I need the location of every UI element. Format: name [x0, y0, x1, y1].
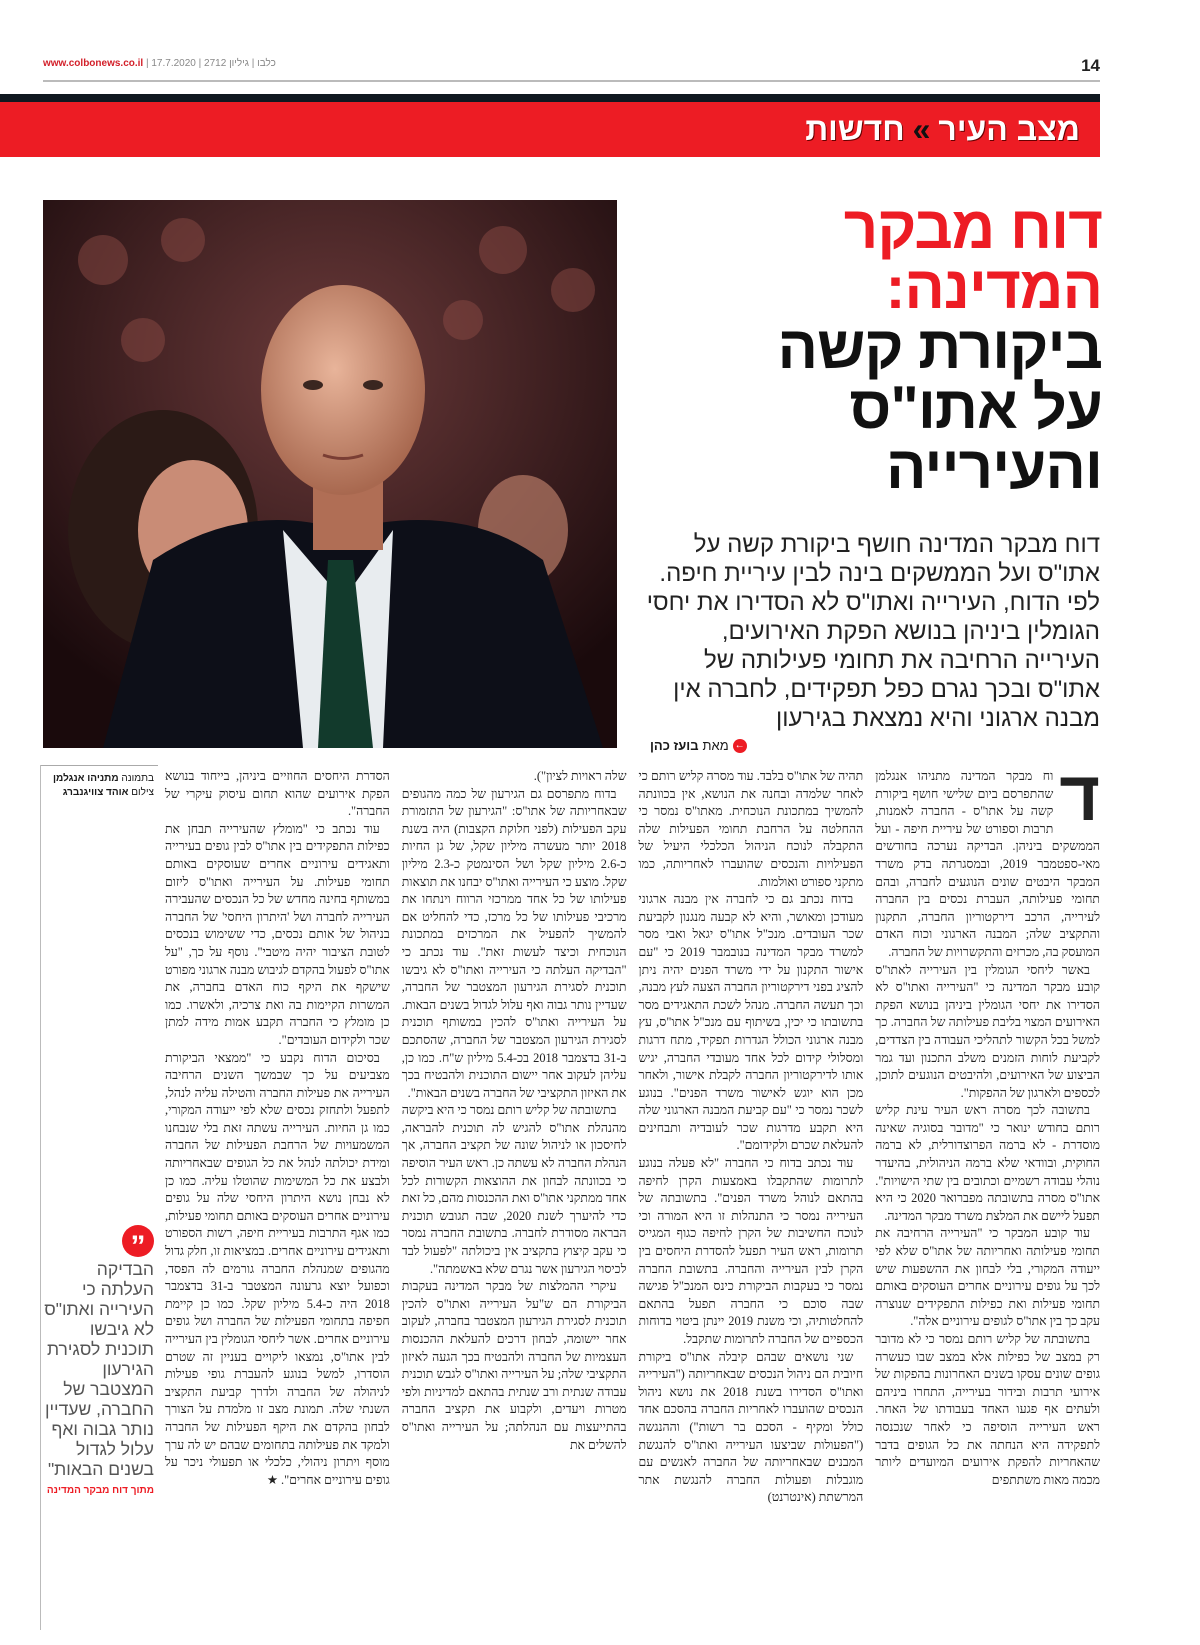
article-body [165, 757, 1100, 1628]
page-number: 14 [1081, 56, 1100, 75]
drop-cap: ד [1059, 757, 1100, 835]
pull-quote [44, 1225, 154, 1497]
pull-quote-text: הבדיקה העלתה כי העירייה ואתו"ס לא גיבשו תוכנית לסגירת הגירעון המצטבר של החברה, שעדיין נותר גבוה ואף עלול לגדול בשנים הבאות" [44, 1259, 154, 1479]
body-paragraph: בסיכום הדוח נקבע כי "ממצאי הביקורת מצביעים על כך שבמשך השנים הרחיבה העירייה את פעילות החברה והטילה עליה לנהל, לתפעל ולתחזק נכסים שלא לפי ייעודה המקורי, כמו גן החיות. העירייה עשתה זאת בלי שנבחנו המשמעויות של הרחבת הפעילות של החברה ומידת יכולתה לנהל את כל הגופים שבאחריותה ולבצע את כל המשימות שהוטלו עליה. כמו כן לא נבחן נושא היתרון היחסי שלה על גופים עירוניים אחרים העוסקים באותם תחומי פעילות, כמו אגף התרבות בעיריית חיפה, רשות הספורט ותאגידים עירוניים אחרים. במציאות זו, חלק גדול מהגופים שמנהלת החברה גורמים לה הפסד, וכפועל יוצא גרעונה המצטבר ב-31 בדצמבר 2018 היה כ-5.4 מיליון שקל. כמו כן קיימת חפיפה בתחומי הפעילות של החברה ושל גופים עירוניים אחרים. אשר ליחסי הגומלין בין העירייה לבין אתו"ס, נמצאו ליקויים בעניין זה שטרם הוסדרו, למשל בנוגע להעברת גופי פעילות לניהולה של החברה ולדרך קביעת התקציב השנתי שלה. תמונת מצב זו מלמדת על הצורך לבחון בהקדם את היקף הפעילות של החברה ולמקד את פעילותה בתחומים שבהם יש לה ערך מוסף ויתרון ניהולי, כלכלי או תפעולי ניכר על גופים עירוניים אחרים". ★ [165, 1050, 390, 1487]
author-name: בועז כהן [650, 738, 699, 753]
body-paragraph: תהיה של אתו"ס בלבד. עוד מסרה קליש רותם כי לאחר שלמדה ובחנה את הנושא, אין בכוונתה להמשיך במתכונת הנוכחית. מאתו"ס נמסר כי ההחלטה על הרחבת תחומי הפעילות שלה התקבלה לנוכח הניהול הכלכלי היעיל של הפעילויות והנכסים שהועברו לאחריותה, כמו מתקני ספורט ואולמות. [638, 769, 864, 889]
headline-line: והעירייה [886, 434, 1102, 501]
body-paragraph: בתשובה לכך מסרה ראש העיר עינת קליש רותם בחודש ינואר כי "מדובר בסוגיה שאינה מוסדרת - לא ברמה הפרוצדורלית, לא ברמה החוקית, ובוודאי שלא ברמה הניהולית, בהיעדר נוהלי עבודה רשמיים וכתובים בין שתי הישויות". אתו"ס מסרה בתשובתה מפברואר 2020 כי היא תפעל ליישם את המלצת משרד מבקר המדינה. [875, 1103, 1100, 1223]
headline-line: ביקורת קשה [777, 314, 1102, 381]
section-banner [0, 102, 1100, 157]
section-name: מצב העיר [938, 111, 1080, 147]
article-photo [43, 200, 617, 748]
body-paragraph: עוד קובע המבקר כי "העירייה הרחיבה את תחומי פעילותה ואחריותה של אתו"ס שלא לפי ייעודה המקורי, בלי לבחון את ההשפעות שיש לכך על גופים עירוניים אחרים העוסקים באותם תחומי פעילות ואת כפילות התפקידים שנוצרה עקב כך בין אתו"ס לגופים עירוניים אלה". [875, 1226, 1100, 1329]
chevron-icon: » [912, 111, 931, 147]
photo-credit-label: צילום [131, 787, 154, 798]
site-url[interactable]: www.colbonews.co.il [43, 58, 144, 69]
body-paragraph: עוד נכתב בדוח כי החברה "לא פעלה בנוגע לתרומות שהתקבלו באמצעות הקרן לחיפה בהתאם לנוהל משרד הפנים". בתשובתה של העירייה נמסר כי התנהלות זו היא המורה וכי לנוכח החשיבות של הקרן לחיפה כגוף המגייס תרומות, ראש העיר תפעל להסדרת היחסים בין הקרן לבין העירייה והחברה. בתשובת החברה נמסר כי בעקבות הביקורת כינס המנכ"ל פגישה שבה סוכם כי החברה תפעל בהתאם להחלטותיה, וכי משנת 2019 יינתן ביטוי בדוחות הכספיים של החברה לתרומות שתקבל. [638, 1156, 864, 1346]
body-paragraph: בדוח מתפרסם גם הגירעון של כמה מהגופים שבאחריותה של אתו"ס: "הגירעון של התזמורת עקב הפעילות (לפני חלוקת הקצבות) היה בשנת 2018 יותר מעשרה מיליון שקל, של גן החיות כ-2.6 מיליון שקל ושל הסינמטק כ-2.3 מיליון שקל. מוצע כי העירייה ואתו"ס יבחנו את תוצאות פעילותו של כל אחד ממרכזי הרווח וינתחו את מרכיבי פעילותו של כל מרכז, כדי להחליט אם להמשיך להפעיל את המרכזים במתכונת הנוכחית וכיצד לעשות זאת". עוד נכתב כי "הבדיקה העלתה כי העירייה ואתו"ס לא גיבשו תוכנית לסגירת הגירעון המצטבר של החברה, שעדיין נותר גבוה ואף עלול לגדול בשנים הבאות. על העירייה ואתו"ס להכין במשותף תוכנית לסגירת הגירעון המצטבר של החברה, שהסתכם ב-31 בדצמבר 2018 בכ-5.4 מיליון ש"ח. כמו כן, עליהן לעקוב אחר יישום התוכנית ולהבטיח בכך את האיזון התקציבי של החברה בשנים הבאות". [401, 786, 627, 1100]
caption-subject: מתניהו אנגלמן [52, 773, 119, 784]
quote-icon: ” [122, 1225, 154, 1257]
body-column [639, 768, 864, 1628]
photographer: אוהד צוויגנברג [62, 787, 129, 798]
body-paragraph: באשר ליחסי הגומלין בין העירייה לאתו"ס קובע מבקר המדינה כי "העירייה ואתו"ס לא הסדירו את יחסי הגומלין ביניהן בנושא הפקת האירועים המצוי בליבת פעילותה של החברה. כך למשל בכל הקשור לתהליכי העבודה בין הצדדים, לקביעת לוחות הזמנים משלב התכנון ועד גמר הביצוע של האירועים, ולהיבטים הנוגעים לתוכן, לכספים ולארגון של ההפקות". [875, 962, 1100, 1100]
body-paragraph: שלה ראויות לציון"). [533, 769, 627, 783]
body-column [165, 768, 390, 1628]
body-paragraph: בדוח נכתב גם כי לחברה אין מבנה ארגוני מעודכן ומאושר, והיא לא קבעה מנגנון לקביעת שכר העובדים. מנכ"ל אתו"ס יגאל ואבי מסר למשרד מבקר המדינה בנובמבר 2019 כי "עם אישור התקנון על ידי משרד הפנים יהיה ניתן להציג בפני דירקטוריון החברה הצעה לעץ מבנה, וכך תעשה החברה. מנהל לשכת התאגידים מסר בתשובתו כי יכין, בשיתוף עם מנכ"ל אתו"ס, עץ מבנה ארגוני הכולל הגדרות תפקיד, מתח דרגות ומסלולי קידום לכל אחד מעובדי החברה, יגיש אותו לדירקטוריון החברה לקבלת אישור, ולאחר מכן הוא יוגש לאישור משרד הפנים". בנוגע לשכר נמסר כי "עם קביעת המבנה הארגוני שלה היא תקבע מדרגות שכר לעובדיה ותבחינים להעלאת שכרם ולקידומם". [638, 892, 864, 1153]
header-divider [43, 80, 1100, 82]
arrow-left-icon: ← [734, 740, 745, 751]
lead-paragraph: דוח מבקר המדינה חושף ביקורת קשה על אתו"ס ועל הממשקים בינה לבין עיריית חיפה. לפי הדוח, העירייה ואתו"ס לא הסדירו את יחסי הגומלין ביניהן בנושא הפקת האירועים, העירייה הרחיבה את תחומי פעילותה של אתו"ס ובכך נגרם כפל תפקידים, לחברה אין מבנה ארגוני והיא נמצאת בגירעון [646, 531, 1100, 732]
section-top-band [0, 94, 1100, 102]
sidebar [40, 765, 158, 1630]
body-paragraph: וח מבקר המדינה מתניהו אנגלמן שהתפרסם ביום שלישי חושף ביקורת קשה על אתו"ס - החברה לאמנות, תרבות וספורט של עיריית חיפה - ועל הממשקים ביניהן. הבדיקה נערכה בחודשים מאי-ספטמבר 2019, ובמסגרתה בדק משרד המבקר היבטים שונים הנוגעים לחברה, ובהם תחומי פעילותה, העברת נכסים בין החברה לעירייה, הרכב דירקטוריון החברה, התקנון והתקציב שלה; המבנה הארגוני וכוח האדם המועסק בה, מכרזים והתקשרויות של החברה. [875, 769, 1100, 959]
headline [640, 194, 1102, 501]
body-paragraph: שני נושאים שבהם קיבלה אתו"ס ביקורת חיובית הם ניהול הנכסים שבאחריותה ("העירייה ואתו"ס הסדירו בשנת 2018 את נושא ניהול הנכסים שהועברו לאחריות החברה בהסכם אחד כולל ומקיף - הסכם בר רשות") וההנגשה ("הפעולות שביצעו העירייה ואתו"ס להנגשת המבנים שבאחריותה של החברה לאנשים עם מוגבלות ופעולות החברה להנגשת אתר המרשתת (אינטרנט) [638, 1349, 864, 1505]
pull-quote-source: מתוך דוח מבקר המדינה [46, 1485, 154, 1496]
headline-line: על אתו"ס [849, 374, 1102, 441]
headline-line: דוח מבקר [843, 194, 1102, 261]
body-paragraph: עוד נכתב כי "מומלץ שהעירייה תבחן את כפילות התפקידים בין אתו"ס לבין גופים בעירייה ותאגידים עירוניים אחרים שעוסקים באותם תחומי פעילות. על העירייה ואתו"ס ליזום במשותף בחינה מחדש של כל הנכסים שהעבירה העירייה לחברה ושל 'היתרון היחסי' של החברה בניהול של אותם נכסים, כדי ששימוש בנכסים לטובת הציבור יהיה מיטבי". נוסף על כך, "על אתו"ס לפעול בהקדם לגיבוש מבנה ארגוני מפורט שישקף את היקף כוח האדם בחברה, את המשרות הקיימות בה ואת צרכיה, ולאשרו. כמו כן מומלץ כי החברה תקבע אמות מידה למתן שכר ולקידום העובדים". [165, 821, 390, 1047]
body-paragraph: בתשובתה של קליש רותם נמסר כי לא מדובר רק במצב של כפילות אלא במצב שבו כעשרה גופים שונים עסקו בשנים האחרונות בהפקות של אירועי תרבות ובידור בעירייה, התחרו ביניהם ולעתים אף פגעו האחד בעבודתו של האחר. ראש העירייה הוסיפה כי לאחר שנכנסה לתפקידה היא הנחתה את כל הגופים בדבר שהאחריות להפקת אירועים המיועדים ליותר מכמה מאות משתתפים [875, 1332, 1100, 1487]
body-paragraph: עיקרי ההמלצות של מבקר המדינה בעקבות הביקורת הם ש"על העירייה ואתו"ס להכין תוכנית לסגירת הגירעון המצטבר בחברה, לעקוב אחר יישומה, לבחון דרכים להעלאת ההכנסות העצמיות של החברה ולהבטיח בכך הגעה לאיזון התקציבי שלה; על העירייה ואתו"ס לגבש תוכנית עבודה שנתית ורב שנתית בהתאם למדיניות ולפי מטרות ויעדים, ולקבוע את תקציב החברה בהתייעצות עם הנהלתה; על העירייה ואתו"ס להשלים את [401, 1279, 627, 1452]
issue-number: גיליון 2712 [204, 58, 249, 69]
body-column [875, 757, 1100, 1628]
section-category: חדשות [805, 111, 905, 147]
paper-name: כלבו [257, 58, 276, 69]
photo-caption [41, 765, 158, 800]
issue-date: 17.7.2020 [151, 58, 196, 69]
headline-line: המדינה: [885, 254, 1102, 321]
body-paragraph: הסדרת היחסים החוזיים ביניהן, בייחוד בנושא הפקת אירועים שהוא תחום עיסוק עיקרי של החברה". [165, 769, 390, 819]
byline [650, 738, 747, 753]
caption-label: בתמונה [121, 773, 154, 784]
body-paragraph: בתשובתה של קליש רותם נמסר כי היא ביקשה מהנהלת אתו"ס להגיש לה תוכנית להבראה, לחיסכון או לניהול שונה של תקציב החברה, אך הנהלת החברה לא עשתה כן. ראש העיר הוסיפה כי בכוונתה לבחון את ההוצאות הקשורות לכל אחד ממתקני אתו"ס ואת ההכנסות מהם, כל זאת כדי להיערך לשנת 2020, שבה תגובש תוכנית הבראה מסודרת לחברה. בתשובת החברה נמסר כי עקב קיצוץ בתקציב אין ביכולתה "לפעול לבד לכיסוי הגירעון אשר נגרם שלא באשמתה". [401, 1103, 627, 1276]
masthead-line: www.colbonews.co.il | כלבו | גיליון 2712 | 17.7.2020 [43, 58, 276, 69]
body-column [402, 768, 627, 1628]
byline-prefix: מאת [702, 738, 729, 753]
